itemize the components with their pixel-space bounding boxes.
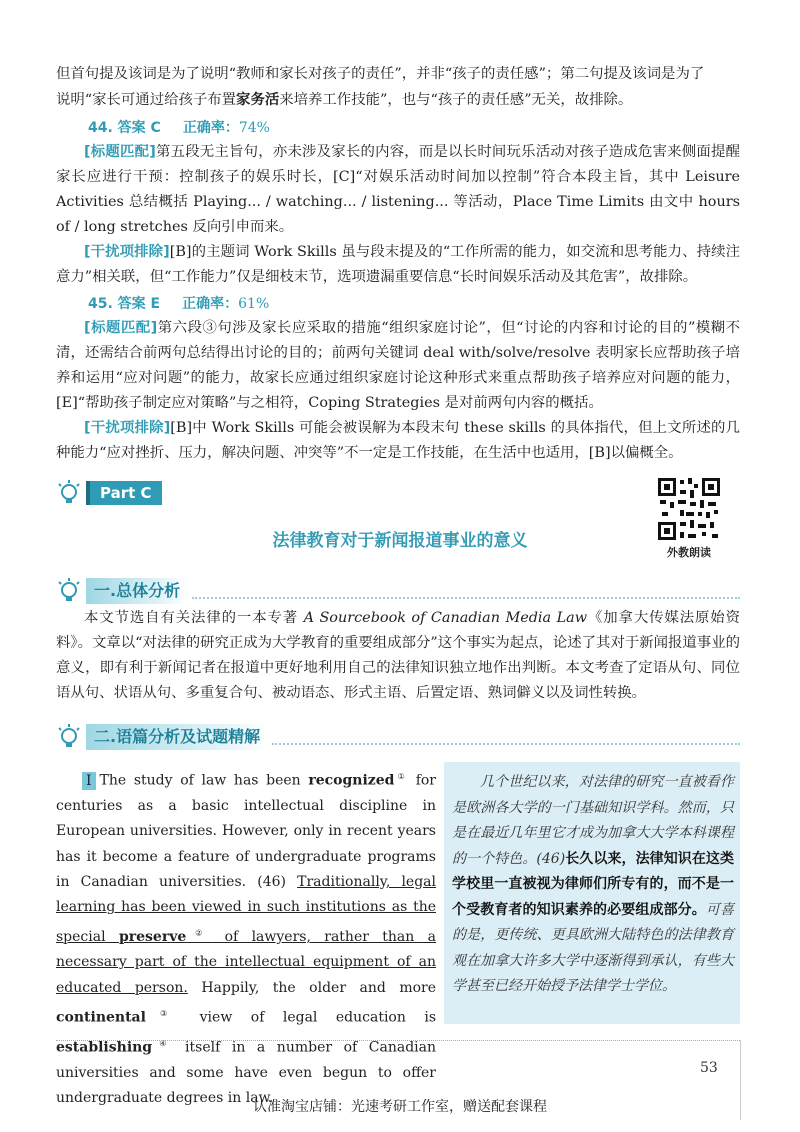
section-overview-title: 一.总体分析 — [86, 578, 188, 604]
section-analysis-header — [56, 724, 740, 750]
lightbulb-icon — [56, 577, 82, 605]
section-analysis-title: 二.语篇分析及试题精解 — [86, 724, 268, 750]
q45-distractor: [干扰项排除][B]中 Work Skills 可能会被误解为本段末句 these skills 的具体指代，但上文所述的几种能力“应对挫折、压力，解决问题、冲突等”不一定是工作技能，在生活中也适用，[B]以偏概全。 — [56, 420, 741, 461]
paragraph-number: I — [82, 772, 96, 790]
english-passage: I The study of law has been recognized① for centuries as a basic intellectual discipline in European universities. However, only in recent years has it become a feature of undergraduate programs in Canadian universities. (46) Traditionally, legal learning has been viewed in such institutions as the special preserve② of lawyers, rather than a necessary part of the intellectual equipment of an educated person. Happily, the older and more continental③ view of legal education is establishing④ itself in a number of Canadian universities and some have even begun to offer undergraduate degrees in law. — [56, 772, 437, 1107]
qr-label: 外教朗读 — [667, 546, 711, 559]
part-c-header — [56, 478, 162, 508]
lightbulb-icon — [56, 723, 82, 751]
q44-distractor: [干扰项排除][B]的主题词 Work Skills 虽与段末提及的“工作所需的能力，如交流和思考能力、持续注意力”相关联，但“工作能力”仅是细枝末节，选项遗漏重要信息“长时间娱乐活动及其危害”，故排除。 — [56, 244, 741, 285]
footer-note: 认准淘宝店铺：光速考研工作室，赠送配套课程 — [253, 1099, 547, 1115]
section-overview-header — [56, 578, 740, 604]
overview-text: 本文节选自有关法律的一本专著 A Sourcebook of Canadian Media Law《加拿大传媒法原始资料》。文章以“对法律的研究正成为大学教育的重要组成部分”这个事实为起点，论述了其对于新闻报道事业的意义，即有利于新闻记者在报道中更好地利用自己的法律知识独立地作出判断。本文考查了定语从句、同位语从句、状语从句、多重复合句、被动语态、形式主语、后置定语、熟词僻义以及词性转换。 — [56, 610, 740, 701]
answer-44: 44. 答案 C 正确率：74% — [88, 120, 270, 136]
answer-45: 45. 答案 E 正确率：61% — [88, 296, 270, 312]
translation-text: 几个世纪以来，对法律的研究一直被看作是欧洲各大学的一门基础知识学科。然而，只是在最近几年里它才成为加拿大大学本科课程的一个特色。(46)长久以来，法律知识在这类学校里一直被视为律师们所专有的，而不是一个受教育者的知识素养的必要组成部分。可喜的是，更传统、更具欧洲大陆特色的法律教育观在加拿大许多大学中逐渐得到承认，有些大学甚至已经开始授予法律学士学位。 — [452, 774, 735, 994]
article-title: 法律教育对于新闻报道事业的意义 — [272, 531, 528, 551]
section-divider — [272, 729, 740, 745]
page-number: 53 — [700, 1060, 718, 1076]
q45-title-match: [标题匹配]第六段③句涉及家长应采取的措施“组织家庭讨论”，但“讨论的内容和讨论的目的”模糊不清，还需结合前两句总结得出讨论的目的；前两句关键词 deal with/solve/resolve 表明家长应帮助孩子培养和运用“应对问题”的能力，故家长应通过组织家庭讨论这种形式来重点帮助孩子培养应对问题的能力，[E]“帮助孩子制定应对策略”与之相符，Coping Strategies 是对前两句内容的概括。 — [56, 320, 740, 411]
section-divider — [192, 583, 740, 599]
q44-title-match: [标题匹配]第五段无主旨句，亦未涉及家长的内容，而是以长时间玩乐活动对孩子造成危害来侧面提醒家长应进行干预：控制孩子的娱乐时长，[C]“对娱乐活动时间加以控制”符合本段主旨，其中 Leisure Activities 总结概括 Playing... / watching... / listening... 等活动，Place Time Limits 由文中 hours of / long stretches 反向引申而来。 — [56, 144, 740, 235]
part-c-label: Part C — [86, 481, 162, 505]
para-intro: 但首句提及该词是为了说明“教师和家长对孩子的责任”，并非“孩子的责任感”；第二句提及该词是为了 说明“家长可通过给孩子布置家务活来培养工作技能”，也与“孩子的责任感”无关，故排除。 — [56, 66, 705, 108]
bottom-divider — [56, 1040, 740, 1041]
lightbulb-icon — [56, 479, 82, 507]
